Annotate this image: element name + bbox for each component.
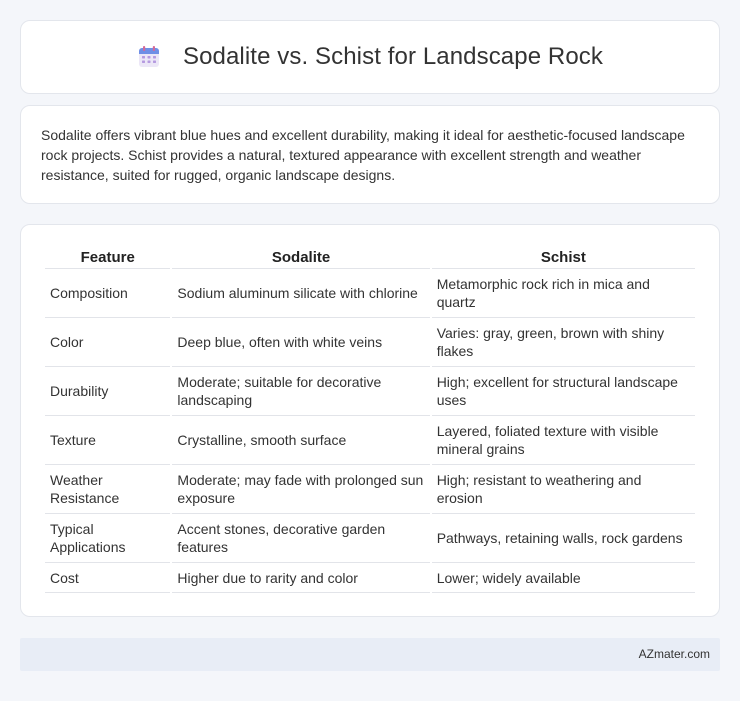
- feature-cell: Color: [45, 318, 170, 367]
- title-wrap: [137, 43, 603, 71]
- sodalite-cell: Crystalline, smooth surface: [172, 416, 429, 465]
- schist-cell: High; excellent for structural landscape uses: [432, 367, 695, 416]
- sodalite-cell: Accent stones, decorative garden features: [172, 514, 429, 563]
- sodalite-cell: Higher due to rarity and color: [172, 563, 429, 593]
- comparison-table: [43, 247, 697, 593]
- schist-cell: Varies: gray, green, brown with shiny flakes: [432, 318, 695, 367]
- table-row: [45, 318, 695, 367]
- sodalite-cell: Sodium aluminum silicate with chlorine: [172, 269, 429, 318]
- title-card: [20, 20, 720, 94]
- feature-cell: Weather Resistance: [45, 465, 170, 514]
- sodalite-cell: Moderate; suitable for decorative landscaping: [172, 367, 429, 416]
- sodalite-cell: Moderate; may fade with prolonged sun exposure: [172, 465, 429, 514]
- summary-card: [20, 105, 720, 204]
- schist-cell: Pathways, retaining walls, rock gardens: [432, 514, 695, 563]
- feature-cell: Typical Applications: [45, 514, 170, 563]
- table-header-row: [45, 247, 695, 269]
- feature-cell: Texture: [45, 416, 170, 465]
- table-row: [45, 563, 695, 593]
- footer-bar: [20, 638, 720, 671]
- header-schist: Schist: [432, 247, 695, 269]
- schist-cell: Metamorphic rock rich in mica and quartz: [432, 269, 695, 318]
- feature-cell: Cost: [45, 563, 170, 593]
- summary-text: Sodalite offers vibrant blue hues and excellent durability, making it ideal for aesthetic-focused landscape rock projects. Schist provides a natural, textured appearance with excellent strength and weather resistance, suited for rugged, organic landscape designs.: [41, 127, 685, 183]
- table-row: [45, 465, 695, 514]
- feature-cell: Durability: [45, 367, 170, 416]
- comparison-table-card: [20, 224, 720, 617]
- table-row: [45, 416, 695, 465]
- table-row: [45, 367, 695, 416]
- page-title: Sodalite vs. Schist for Landscape Rock: [182, 43, 603, 70]
- schist-cell: Layered, foliated texture with visible mineral grains: [432, 416, 695, 465]
- table-row: [45, 514, 695, 563]
- schist-cell: Lower; widely available: [432, 563, 695, 593]
- calendar-icon: [137, 45, 161, 69]
- table-row: [45, 269, 695, 318]
- sodalite-cell: Deep blue, often with white veins: [172, 318, 429, 367]
- feature-cell: Composition: [45, 269, 170, 318]
- schist-cell: High; resistant to weathering and erosion: [432, 465, 695, 514]
- header-sodalite: Sodalite: [172, 247, 429, 269]
- header-feature: Feature: [45, 247, 170, 269]
- footer-brand: AZmater.com: [638, 647, 710, 661]
